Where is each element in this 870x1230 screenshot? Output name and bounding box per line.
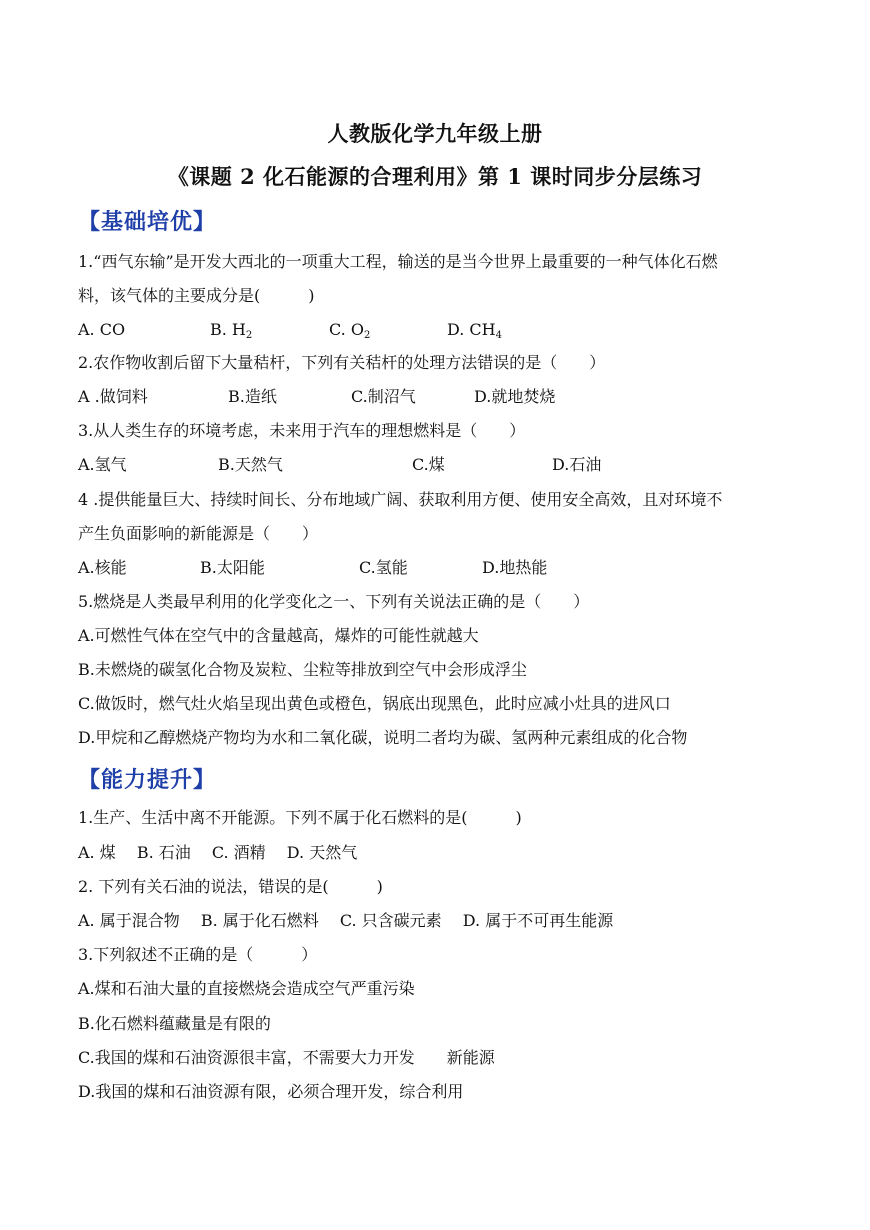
advanced-question-3-option-a: A.煤和石油大量的直接燃烧会造成空气严重污染 (78, 979, 415, 998)
advanced-question-2-stem: 2. 下列有关石油的说法，错误的是( ) (78, 877, 383, 896)
question-3-option-c: C.煤 (412, 455, 445, 474)
question-3-option-d: D.石油 (552, 455, 602, 474)
question-4-stem: 4 .提供能量巨大、持续时间长、分布地域广阔、获取利用方便、使用安全高效，且对环境不 (78, 490, 723, 509)
question-2-option-b: B.造纸 (228, 387, 277, 406)
advanced-question-3-option-c: C.我国的煤和石油资源很丰富，不需要大力开发 新能源 (78, 1048, 495, 1067)
question-2-option-c: C.制沼气 (351, 387, 416, 406)
question-3-option-a: A.氢气 (78, 455, 127, 474)
question-1-option-d: D. $CH_4$ (447, 320, 502, 341)
document-title: 人教版化学九年级上册 (327, 121, 543, 146)
question-4-stem-cont: 产生负面影响的新能源是（ ） (78, 524, 319, 543)
question-4-option-b: B.太阳能 (200, 558, 265, 577)
advanced-question-3-stem: 3.下列叙述不正确的是（ ） (78, 945, 318, 964)
question-2-stem: 2.农作物收割后留下大量秸杆，下列有关秸杆的处理方法错误的是（ ） (78, 353, 606, 372)
question-1-stem-cont: 料，该气体的主要成分是( ) (78, 286, 315, 305)
document-subtitle: 《课题 2 化石能源的合理利用》第 1 课时同步分层练习 (167, 164, 703, 189)
question-5-option-c: C.做饭时，燃气灶火焰呈现出黄色或橙色，锅底出现黑色，此时应减小灶具的进风口 (78, 694, 671, 713)
question-1-stem: 1.“西气东输”是开发大西北的一项重大工程，输送的是当今世界上最重要的一种气体化石燃 (78, 252, 718, 271)
question-1-option-a: A. CO (78, 320, 126, 339)
question-3-stem: 3.从人类生存的环境考虑，未来用于汽车的理想燃料是（ ） (78, 421, 526, 440)
question-5-stem: 5.燃烧是人类最早利用的化学变化之一、下列有关说法正确的是（ ） (78, 592, 590, 611)
advanced-question-3-option-b: B.化石燃料蕴藏量是有限的 (78, 1014, 271, 1033)
section-heading-advanced: 【能力提升】 (78, 767, 217, 793)
advanced-question-1-stem: 1.生产、生活中离不开能源。下列不属于化石燃料的是( ) (78, 808, 522, 827)
question-5-option-a: A.可燃性气体在空气中的含量越高，爆炸的可能性就越大 (78, 626, 479, 645)
question-2-option-a: A .做饲料 (78, 387, 148, 406)
section-heading-basic: 【基础培优】 (78, 209, 217, 235)
advanced-question-1-options: A. 煤 B. 石油 C. 酒精 D. 天然气 (78, 843, 358, 862)
question-1-option-b: B. $H_2$ (210, 320, 253, 341)
question-2-option-d: D.就地焚烧 (474, 387, 556, 406)
question-4-option-c: C.氢能 (359, 558, 408, 577)
question-1-option-c: C. $O_2$ (329, 320, 371, 341)
advanced-question-3-option-d: D.我国的煤和石油资源有限，必须合理开发，综合利用 (78, 1082, 464, 1101)
question-4-option-a: A.核能 (78, 558, 127, 577)
question-5-option-b: B.未燃烧的碳氢化合物及炭粒、尘粒等排放到空气中会形成浮尘 (78, 660, 527, 679)
question-3-option-b: B.天然气 (218, 455, 283, 474)
advanced-question-2-options: A. 属于混合物 B. 属于化石燃料 C. 只含碳元素 D. 属于不可再生能源 (78, 911, 614, 930)
question-4-option-d: D.地热能 (482, 558, 548, 577)
question-5-option-d: D.甲烷和乙醇燃烧产物均为水和二氧化碳，说明二者均为碳、氢两种元素组成的化合物 (78, 728, 688, 747)
